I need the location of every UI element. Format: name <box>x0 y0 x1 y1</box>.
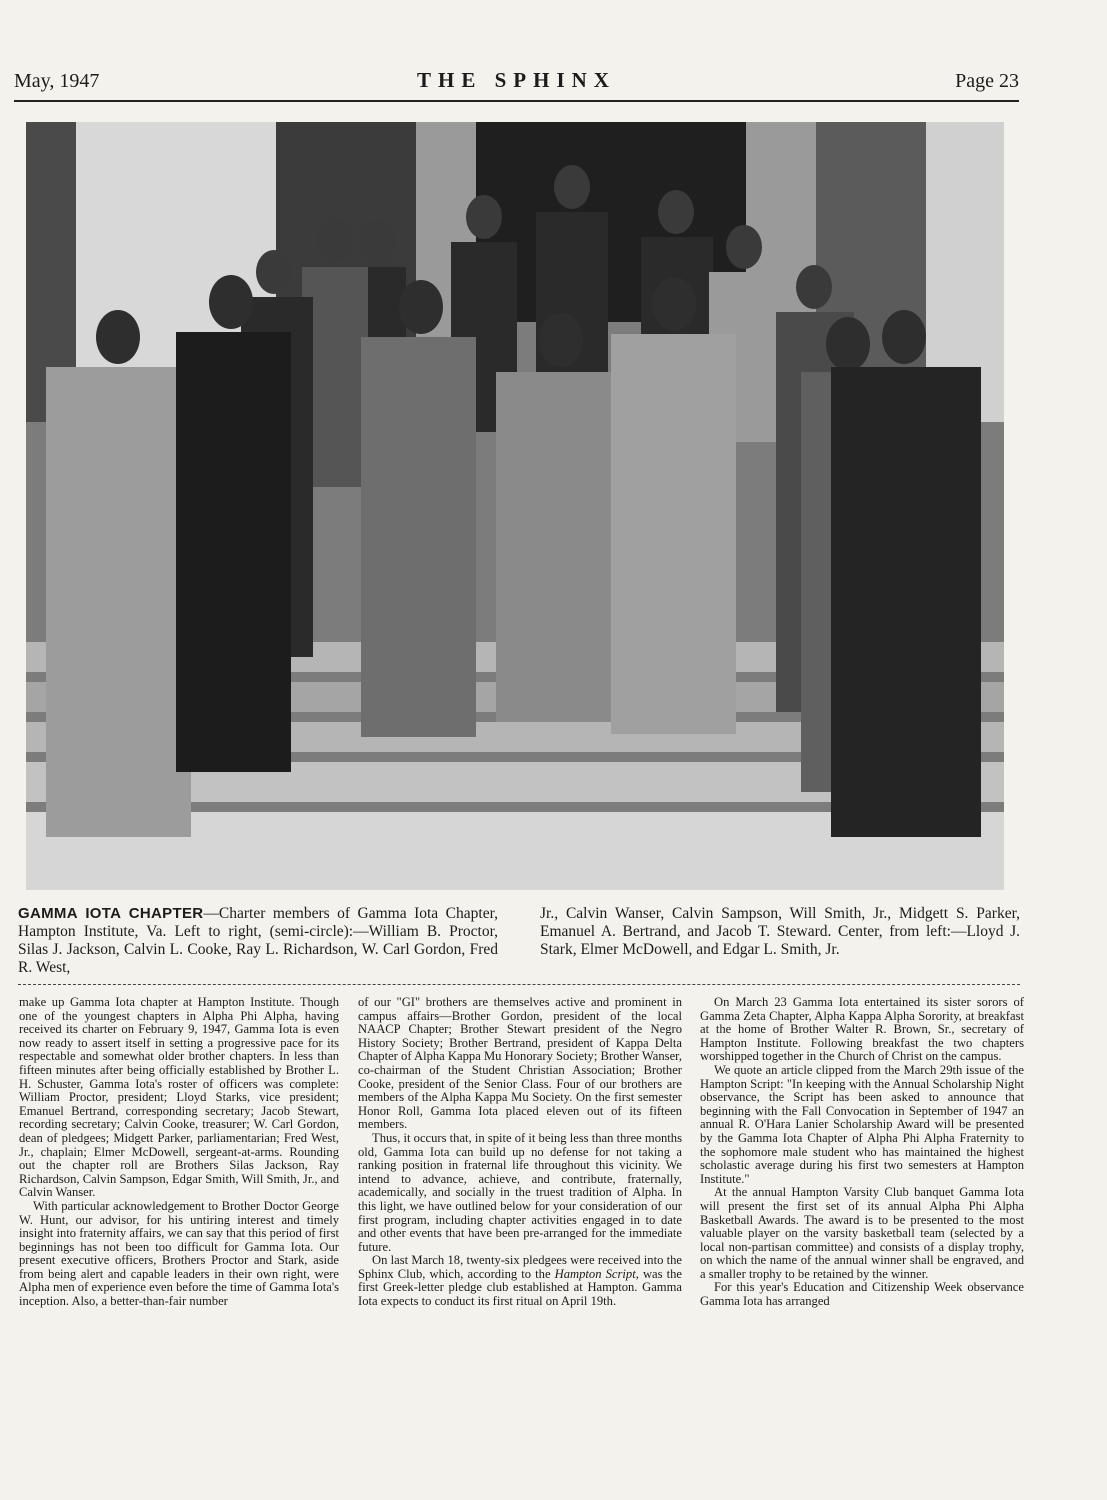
caption-column-1 <box>18 905 498 977</box>
article-column-3 <box>700 996 1024 1309</box>
caption-title: GAMMA IOTA CHAPTER <box>18 905 204 922</box>
photograph-illustration <box>26 122 1004 890</box>
article-column-2 <box>358 996 682 1309</box>
paragraph: make up Gamma Iota chapter at Hampton Institute. Though one of the youngest chapters in Alpha Phi Alpha, having received its charter on February 9, 1947, Gamma Iota is even now ready to assert itself in setting a progressive pace for its respectable and somewhat older brother chapters. In less than fifteen minutes after being officially established by Brother L. H. Schuster, Gamma Iota's roster of officers was complete: William Proctor, president; Lloyd Starks, vice president; Emanuel Bertrand, corresponding secretary; Jacob Stewart, recording secretary; Calvin Cooke, treasurer; W. Carl Gordon, dean of pledgees; Midgett Parker, parliamentarian; Fred West, Jr., chaplain; Elmer McDowell, sergeant-at-arms. Rounding out the chapter roll are Brothers Silas Jackson, Ray Richardson, Calvin Sampson, Edgar Smith, Will Smith, Jr., and Calvin Wanser. <box>19 995 339 1200</box>
paragraph: At the annual Hampton Varsity Club banquet Gamma Iota will present the first set of its annual Alpha Phi Alpha Basketball Awards. The award is to be presented to the most valuable player on the varsity basketball team (selected by a local non-partisan committee) and consists of a display trophy, on which the name of the annual winner shall be engraved, and a smaller trophy to be retained by the winner. <box>700 1185 1024 1281</box>
paragraph: of our "GI" brothers are themselves active and prominent in campus affairs—Brother Gordon, president of the local NAACP Chapter; Brother Stewart president of the Negro History Society; Brother Bertrand, president of Kappa Delta Chapter of Alpha Kappa Mu Honorary Society; Brother Wanser, co-chairman of the Student Christian Association; Brother Cooke, president of the Senior Class. Four of our brothers are members of the Alpha Kappa Mu Society. On the first semester Honor Roll, Gamma Iota placed eleven out of its fifteen members. <box>358 995 682 1132</box>
caption-text-1: —Charter members of Gamma Iota Chapter, Hampton Institute, Va. Left to right, (semi-circle):—William B. Proctor, Silas J. Jackson, Calvin L. Cooke, Ray L. Richardson, W. Carl Gordon, Fred R. West, <box>18 905 498 976</box>
publication-name: Hampton Script <box>554 1266 636 1281</box>
page-header <box>14 66 1019 102</box>
paragraph: For this year's Education and Citizenship Week observance Gamma Iota has arranged <box>700 1280 1024 1309</box>
paragraph: Thus, it occurs that, in spite of it being less than three months old, Gamma Iota can build up no defense for not taking a ranking position in fraternal life throughout this vicinity. We intend to advance, achieve, and contribute, fraternally, academically, and socially in the truest tradition of Alpha. In this light, we have outlined below for your consideration of our first program, including chapter activities engaged in to date and other events that have been pre-arranged for the immediate future. <box>358 1130 682 1254</box>
caption-column-2 <box>540 905 1020 959</box>
paragraph: On March 23 Gamma Iota entertained its sister sorors of Gamma Zeta Chapter, Alpha Kappa Alpha Sorority, at breakfast at the home of Brother Walter R. Brown, Sr., secretary of Hampton Institute. Following breakfast the two chapters worshipped together in the Church of Christ on the campus. <box>700 995 1024 1064</box>
paragraph-text: On last March 18, twenty-six pledgees were received into the Sphinx Club, which, according to the <box>358 1253 682 1281</box>
article-column-1 <box>19 996 339 1309</box>
caption-divider <box>18 984 1020 985</box>
paragraph <box>358 1254 682 1308</box>
paragraph-text: , was the first Greek-letter pledge club established at Hampton. Gamma Iota expects to conduct its first ritual on April 19th. <box>358 1266 683 1309</box>
masthead: THE SPHINX <box>417 68 616 92</box>
group-photograph <box>26 122 1004 890</box>
paragraph: We quote an article clipped from the March 29th issue of the Hampton Script: "In keeping with the Annual Scholarship Night observance, the Script has been asked to announce that beginning with the Fall Convocation in September of 1947 an annual R. O'Hara Lanier Scholarship Award will be presented by the Gamma Iota Chapter of Alpha Phi Alpha Fraternity to the sophomore male student who has maintained the highest scholastic average during his first two semesters at Hampton Institute." <box>700 1062 1024 1186</box>
caption-text-2: Jr., Calvin Wanser, Calvin Sampson, Will Smith, Jr., Midgett S. Parker, Emanuel A. Bertrand, and Jacob T. Steward. Center, from left:—Lloyd J. Stark, Elmer McDowell, and Edgar L. Smith, Jr. <box>540 905 1020 958</box>
page-number: Page 23 <box>955 70 1019 92</box>
paragraph: With particular acknowledgement to Brother Doctor George W. Hunt, our advisor, for his untiring interest and timely insight into fraternity affairs, we can say that this period of first beginnings has not been too difficult for Gamma Iota. Our present executive officers, Brothers Proctor and Stark, aside from being alert and capable leaders in their own right, were Alpha men of experience even before the time of Gamma Iota's inception. Also, a better-than-fair number <box>19 1198 339 1309</box>
issue-date: May, 1947 <box>14 70 100 92</box>
